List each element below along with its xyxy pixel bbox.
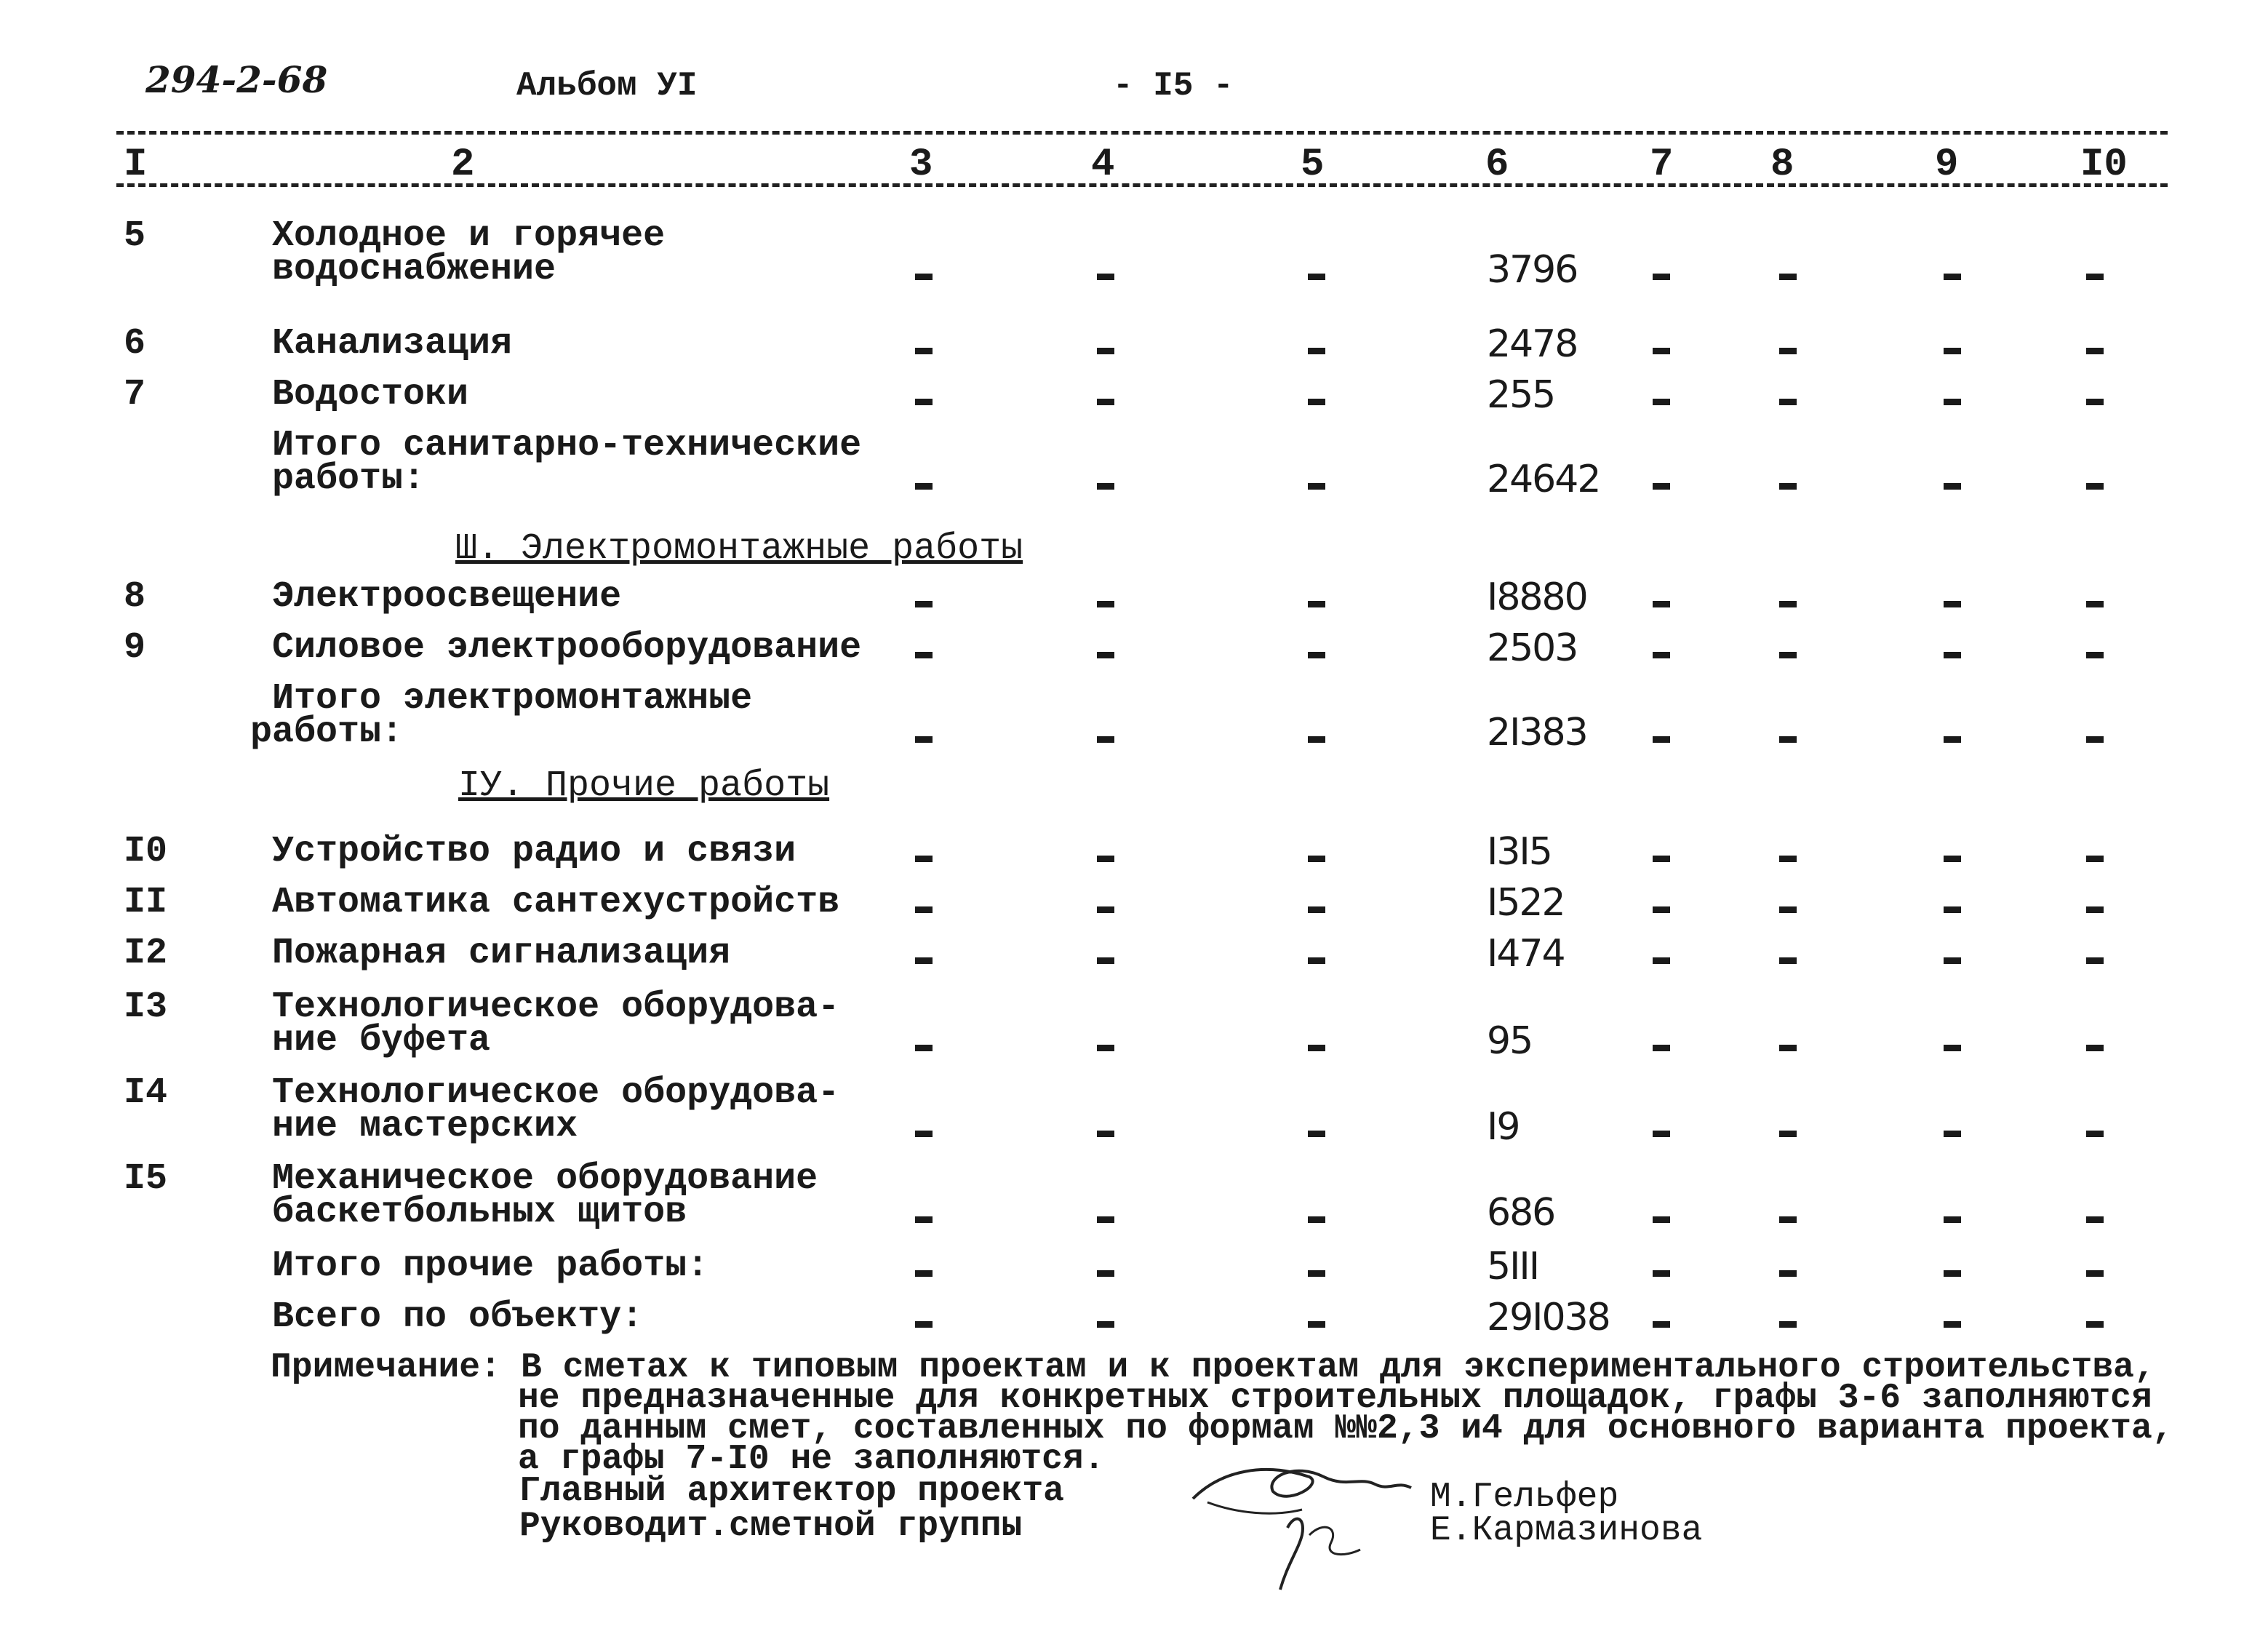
empty-cell-dash: [915, 399, 933, 405]
empty-cell-dash: [2086, 736, 2104, 743]
empty-cell-dash: [1779, 736, 1797, 743]
empty-cell-dash: [1944, 274, 1961, 280]
row-name: Технологическое оборудова-: [272, 987, 840, 1028]
empty-cell-dash: [2086, 483, 2104, 490]
row-value: 24642: [1487, 458, 1600, 501]
section-heading: Ш. Электромонтажные работы: [455, 528, 1023, 570]
row-name: баскетбольных щитов: [272, 1192, 687, 1233]
note-line: по данным смет, составленных по формам №№2,3 и4 для основного варианта проекта,: [518, 1409, 2173, 1448]
album-title: Альбом УI: [516, 67, 698, 105]
empty-cell-dash: [1653, 1045, 1670, 1051]
empty-cell-dash: [2086, 906, 2104, 913]
empty-cell-dash: [1944, 856, 1961, 862]
empty-cell-dash: [1779, 1131, 1797, 1137]
column-number: 8: [1770, 143, 1794, 187]
row-value: 255: [1487, 373, 1555, 417]
empty-cell-dash: [1944, 957, 1961, 964]
row-name: Электроосвещение: [272, 576, 622, 618]
empty-cell-dash: [1097, 1045, 1114, 1051]
empty-cell-dash: [915, 601, 933, 607]
signature-name-1: М.Гельфер: [1430, 1478, 1619, 1517]
empty-cell-dash: [2086, 399, 2104, 405]
empty-cell-dash: [2086, 856, 2104, 862]
row-name: Технологическое оборудова-: [272, 1072, 840, 1114]
empty-cell-dash: [1308, 601, 1325, 607]
column-number: 4: [1091, 143, 1115, 187]
empty-cell-dash: [2086, 957, 2104, 964]
empty-cell-dash: [1944, 1045, 1961, 1051]
empty-cell-dash: [1097, 601, 1114, 607]
empty-cell-dash: [1779, 1321, 1797, 1328]
row-value: I522: [1487, 881, 1565, 925]
empty-cell-dash: [1653, 736, 1670, 743]
empty-cell-dash: [1653, 483, 1670, 490]
empty-cell-dash: [2086, 348, 2104, 354]
row-number: 5: [124, 215, 146, 257]
column-number: I: [124, 143, 148, 187]
empty-cell-dash: [1097, 1270, 1114, 1277]
note-line: не предназначенные для конкретных строительных площадок, графы 3-6 заполняются: [518, 1379, 2152, 1418]
empty-cell-dash: [1308, 957, 1325, 964]
row-number: I3: [124, 987, 168, 1028]
empty-cell-dash: [1653, 348, 1670, 354]
empty-cell-dash: [1779, 906, 1797, 913]
row-name: Автоматика сантехустройств: [272, 882, 840, 923]
empty-cell-dash: [1097, 652, 1114, 658]
page-number: - I5 -: [1113, 67, 1234, 105]
empty-cell-dash: [1308, 399, 1325, 405]
empty-cell-dash: [2086, 1045, 2104, 1051]
note-label: Примечание:: [271, 1348, 501, 1387]
row-name: работы:: [272, 458, 426, 500]
empty-cell-dash: [915, 274, 933, 280]
empty-cell-dash: [1653, 1216, 1670, 1223]
signature-role-1: Главный архитектор проекта: [519, 1472, 1064, 1511]
empty-cell-dash: [1779, 856, 1797, 862]
row-number: I5: [124, 1158, 168, 1200]
empty-cell-dash: [1944, 652, 1961, 658]
row-name: Всего по объекту:: [272, 1296, 644, 1338]
empty-cell-dash: [1097, 1131, 1114, 1137]
empty-cell-dash: [1653, 399, 1670, 405]
empty-cell-dash: [1944, 348, 1961, 354]
row-name: Силовое электрооборудование: [272, 627, 862, 669]
row-value: I9: [1487, 1105, 1520, 1149]
row-name: Канализация: [272, 323, 513, 364]
empty-cell-dash: [1097, 348, 1114, 354]
header-rule-top: [116, 131, 2168, 135]
column-number: I0: [2080, 143, 2128, 187]
empty-cell-dash: [1308, 1270, 1325, 1277]
empty-cell-dash: [1653, 957, 1670, 964]
empty-cell-dash: [1308, 1131, 1325, 1137]
row-value: 2478: [1487, 322, 1578, 366]
column-number: 9: [1935, 143, 1959, 187]
signature-role-2: Руководит.сметной группы: [519, 1507, 1023, 1546]
row-name: Итого прочие работы:: [272, 1246, 709, 1287]
empty-cell-dash: [1779, 274, 1797, 280]
empty-cell-dash: [1944, 1131, 1961, 1137]
empty-cell-dash: [1308, 274, 1325, 280]
empty-cell-dash: [1653, 1131, 1670, 1137]
empty-cell-dash: [1779, 601, 1797, 607]
note-line: В сметах к типовым проектам и к проектам для экспериментального строительства,: [521, 1348, 2155, 1387]
row-number: 8: [124, 576, 146, 618]
empty-cell-dash: [1779, 399, 1797, 405]
empty-cell-dash: [915, 1270, 933, 1277]
empty-cell-dash: [2086, 274, 2104, 280]
empty-cell-dash: [1944, 601, 1961, 607]
empty-cell-dash: [1779, 1270, 1797, 1277]
empty-cell-dash: [1944, 736, 1961, 743]
row-number: I4: [124, 1072, 168, 1114]
row-name: Устройство радио и связи: [272, 831, 796, 872]
row-value: I474: [1487, 932, 1565, 976]
empty-cell-dash: [2086, 1216, 2104, 1223]
empty-cell-dash: [915, 1131, 933, 1137]
empty-cell-dash: [1308, 906, 1325, 913]
column-number: 2: [451, 143, 475, 187]
empty-cell-dash: [915, 906, 933, 913]
empty-cell-dash: [1653, 906, 1670, 913]
empty-cell-dash: [1097, 274, 1114, 280]
empty-cell-dash: [1653, 652, 1670, 658]
row-name: водоснабжение: [272, 249, 556, 290]
section-heading: IУ. Прочие работы: [458, 765, 830, 807]
empty-cell-dash: [915, 1216, 933, 1223]
empty-cell-dash: [1097, 1216, 1114, 1223]
document-code: 294-2-68: [145, 58, 328, 101]
row-name: ние буфета: [272, 1020, 491, 1061]
empty-cell-dash: [1779, 348, 1797, 354]
column-number: 6: [1485, 143, 1509, 187]
row-value: I3I5: [1487, 830, 1552, 874]
empty-cell-dash: [1944, 906, 1961, 913]
row-value: 2503: [1487, 626, 1578, 670]
empty-cell-dash: [2086, 652, 2104, 658]
empty-cell-dash: [1308, 736, 1325, 743]
row-name: ние мастерских: [272, 1106, 578, 1147]
empty-cell-dash: [1308, 652, 1325, 658]
handwritten-signatures: [1178, 1448, 1440, 1593]
empty-cell-dash: [1653, 601, 1670, 607]
row-value: 3796: [1487, 248, 1578, 292]
signature-name-2: Е.Кармазинова: [1430, 1511, 1703, 1550]
empty-cell-dash: [1653, 274, 1670, 280]
row-name: Итого электромонтажные: [272, 678, 753, 720]
empty-cell-dash: [1308, 1045, 1325, 1051]
empty-cell-dash: [1308, 483, 1325, 490]
row-value: 686: [1487, 1191, 1555, 1235]
row-name: Итого санитарно-технические: [272, 425, 862, 466]
empty-cell-dash: [915, 1045, 933, 1051]
row-name: Пожарная сигнализация: [272, 933, 731, 974]
row-value: I8880: [1487, 575, 1587, 619]
empty-cell-dash: [1944, 483, 1961, 490]
column-number: 7: [1650, 143, 1674, 187]
row-name: Водостоки: [272, 374, 469, 415]
empty-cell-dash: [915, 348, 933, 354]
empty-cell-dash: [1097, 483, 1114, 490]
empty-cell-dash: [915, 957, 933, 964]
row-number: I0: [124, 831, 168, 872]
empty-cell-dash: [2086, 601, 2104, 607]
row-value: 2I383: [1487, 711, 1587, 754]
empty-cell-dash: [1779, 483, 1797, 490]
row-number: II: [124, 882, 168, 923]
empty-cell-dash: [1097, 856, 1114, 862]
empty-cell-dash: [915, 483, 933, 490]
empty-cell-dash: [915, 856, 933, 862]
empty-cell-dash: [1308, 856, 1325, 862]
empty-cell-dash: [1944, 1321, 1961, 1328]
empty-cell-dash: [1308, 1321, 1325, 1328]
empty-cell-dash: [1779, 1216, 1797, 1223]
empty-cell-dash: [1097, 736, 1114, 743]
row-value: 95: [1487, 1019, 1533, 1063]
empty-cell-dash: [915, 652, 933, 658]
row-value: 29I038: [1487, 1296, 1610, 1339]
empty-cell-dash: [1653, 856, 1670, 862]
empty-cell-dash: [2086, 1270, 2104, 1277]
note-line: а графы 7-I0 не заполняются.: [518, 1440, 1105, 1479]
column-number: 5: [1301, 143, 1325, 187]
empty-cell-dash: [2086, 1321, 2104, 1328]
row-name: Холодное и горячее: [272, 215, 666, 257]
empty-cell-dash: [1308, 348, 1325, 354]
column-number: 3: [909, 143, 933, 187]
empty-cell-dash: [1944, 1270, 1961, 1277]
header-rule-bottom: [116, 183, 2168, 187]
row-number: 7: [124, 374, 146, 415]
empty-cell-dash: [1779, 1045, 1797, 1051]
empty-cell-dash: [1097, 399, 1114, 405]
empty-cell-dash: [1097, 957, 1114, 964]
empty-cell-dash: [915, 736, 933, 743]
empty-cell-dash: [1308, 1216, 1325, 1223]
empty-cell-dash: [1779, 957, 1797, 964]
empty-cell-dash: [1944, 399, 1961, 405]
row-number: 6: [124, 323, 146, 364]
row-name: Механическое оборудование: [272, 1158, 818, 1200]
empty-cell-dash: [1779, 652, 1797, 658]
empty-cell-dash: [1097, 906, 1114, 913]
empty-cell-dash: [1944, 1216, 1961, 1223]
row-number: 9: [124, 627, 146, 669]
empty-cell-dash: [1097, 1321, 1114, 1328]
empty-cell-dash: [2086, 1131, 2104, 1137]
row-value: 5III: [1487, 1245, 1539, 1288]
row-number: I2: [124, 933, 168, 974]
row-name: работы:: [250, 712, 404, 753]
empty-cell-dash: [1653, 1321, 1670, 1328]
empty-cell-dash: [915, 1321, 933, 1328]
empty-cell-dash: [1653, 1270, 1670, 1277]
